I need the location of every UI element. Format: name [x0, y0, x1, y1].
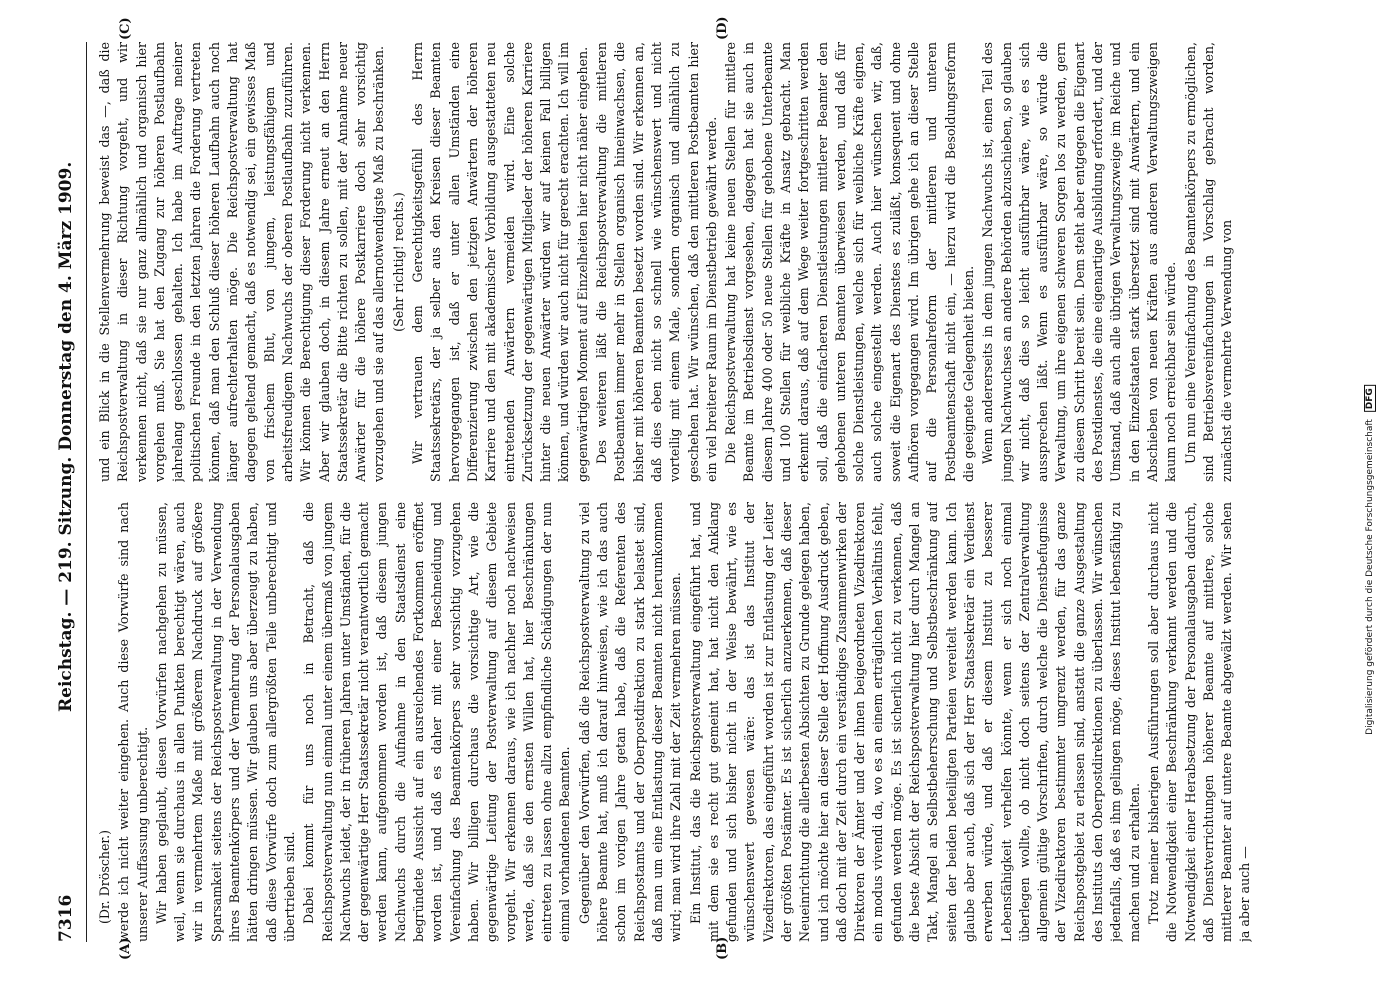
speaker-name: (Dr. Dröscher.) — [97, 830, 112, 924]
paragraph: Wir vertrauen dem Gerechtigkeitsgefühl des Herrn Staatssekretärs, der ja selber aus den Kreisen dieser Beamten hervorgegangen ist, daß er unter allen Umständen eine Differenzierung zwischen den jetzigen Anwärtern der höheren Karriere und den mit akademischer Vorbildung ausgestatteten neu eintretenden Anwärtern vermeiden wird. Eine solche Zurücksetzung der gegenwärtigen Mitglieder der höheren Karriere hinter die neuen Anwärter würden wir auf keinen Fall billigen können, und würden wir auch nicht für gerecht erachten. Ich will im gegenwärtigen Moment auf Einzelheiten hier nicht näher eingehen. — [410, 42, 590, 482]
paragraph: Trotz meiner bisherigen Ausführungen soll aber durchaus nicht die Notwendigkeit einer Beschränkung verkannt werden und die Notwendigkeit einer Herabsetzung der Personalausgaben dadurch, daß Dienstverrichtungen höherer Beamte auf mittlere, solche mittlerer Beamter auf untere Beamte abgewälzt werden. Wir sehen ja aber auch — — [1145, 502, 1253, 942]
paragraph: Gegenüber den Vorwürfen, daß die Reichspostverwaltung zu viel höhere Beamte hat, muß ich darauf hinweisen, wie ich das auch schon im vorigen Jahre getan habe, daß die Referenten des Reichspostamts und der Oberpostdirektion zu stark belastet sind, daß man um eine Entlastung dieser Beamten nicht herumkommen wird; man wird ihre Zahl mit der Zeit vermehren müssen. — [576, 502, 684, 942]
paragraph: werde ich nicht weiter eingehen. Auch diese Vorwürfe sind nach unserer Auffassung unberechtigt. — [116, 502, 150, 942]
paragraph: Dabei kommt für uns noch in Betracht, daß die Reichspostverwaltung nun einmal unter einem übermaß von jungem Nachwuchs leidet, der in früheren Jahren unter Umständen, für die der gegenwärtige Herr Staatssekretär nicht verantwortlich gemacht werden kann, aufgenommen worden ist, daß diesem jungen Nachwuchs durch die Aufnahme in den Staatsdienst eine begründete Aussicht auf ein ausreichendes Fortkommen eröffnet worden ist, und daß es daher mit einer Beschneidung und Vereinfachung des Beamtenkörpers sehr vorsichtig vorzugehen haben. Wir billigen durchaus die vorsichtige Art, wie die gegenwärtige Leitung der Postverwaltung auf diesem Gebiete vorgeht. Wir erkennen daraus, wie ich nachher noch nachweisen werde, daß sie den ernsten Willen hat, hier Beschränkungen eintreten zu lassen ohne allzu empfindliche Schädigungen der nun einmal vorhandenen Beamten. — [301, 502, 573, 942]
margin-mark-a: (A) — [118, 937, 133, 960]
interjection: (Sehr richtig! rechts.) — [390, 192, 406, 332]
paragraph: Wenn andererseits in dem jungen Nachwuchs ist, einen Teil des jungen Nachwuchses an andere Behörden abzuschieben, so glauben wir nicht, daß dies so leicht ausführbar wäre, wie es sich aussprechen läßt. Wenn es ausführbar wäre, so würde die Verwaltung, um ihre eigenen schweren Sorgen los zu werden, gern zu diesem Schritt bereit sein. Dem steht aber entgegen die Eigenart des Postdienstes, die eine eigenartige Ausbildung erfordert, und der Umstand, daß auch alle übrigen Verwaltungszweige im Reiche und in den Einzelstaaten stark übersetzt sind mit Anwärtern, und ein Abschieben von neuen Kräften aus anderen Verwaltungszweigen kaum noch erreichbar sein würde. — [980, 42, 1179, 482]
paragraph: Um nun eine Vereinfachung des Beamtenkörpers zu ermöglichen, sind Betriebsvereinfachungen in Vorschlag gebracht worden, zunächst die vermehrte Verwendung von — [1182, 42, 1235, 482]
page-number: 7316 — [56, 894, 76, 942]
paragraph: Die Reichspostverwaltung hat keine neuen Stellen für mittlere Beamte im Betriebsdienst vorgesehen, dagegen hat sie auch in diesem Jahre 400 oder 50 neue Stellen für gehobene Unterbeamte und 100 Stellen für weibliche Kräfte in Ansatz gebracht. Man erkennt daraus, daß auf dem Wege weiter fortgeschritten werden soll, daß die einfacheren Dienstleistungen mittlerer Beamter den gehobenen unteren Beamten überwiesen werden, und daß für solche Dienstleistungen, welche sich für weibliche Kräfte eignen, auch solche eingestellt werden. Auch hier wünschen wir, daß, soweit die Eigenart des Dienstes es zuläßt, konsequent und ohne Aufhören vorgegangen wird. Im übrigen gehe ich an dieser Stelle auf die Personalreform der mittleren und unteren Postbeamtenschaft nicht ein, — hierzu wird die Besoldungsreform die geeignete Gelegenheit bieten. — [723, 42, 976, 482]
paragraph: Ein Institut, das die Reichspostverwaltung eingeführt hat, und mit dem sie es recht gut gemeint hat, hat nicht den Anklang gefunden und sich bisher nicht in der Weise bewährt, wie es wünschenswert gewesen wäre: das ist das Institut der Vizedirektoren, das eingeführt worden ist zur Entlastung der Leiter der größten Postämter. Es ist sicherlich anzuerkennen, daß dieser Neueinrichtung die allerbesten Absichten zu Grunde gelegen haben, und ich möchte hier an dieser Stelle der Hoffnung Ausdruck geben, daß doch mit der Zeit durch ein verständiges Zusammenwirken der Direktoren der Ämter und der ihnen beigeordneten Vizedirektoren ein modus vivendi da, wo es an einem erträglichen Verhältnis fehlt, gefunden werden möge. Es ist sicherlich nicht zu verkennen, daß die beste Absicht der Reichspostverwaltung hier durch Mangel an Takt, Mangel an Selbstbeherrschung und Selbstbeschränkung auf seiten der beiden beteiligten Parteien vereitelt werden kann. Ich glaube aber auch, daß sich der Herr Staatssekretär ein Verdienst erwerben würde, und daß er diesem Institut zu besserer Lebensfähigkeit verhelfen könnte, wenn er sich noch einmal überlegen wollte, ob nicht doch seitens der Zentralverwaltung allgemein gültige Vorschriften, durch welche die Dienstbefugnisse der Vizedirektoren bestimmter umgrenzt werden, für das ganze Reichspostgebiet zu erlassen sind, anstatt die ganze Ausgestaltung des Instituts den Oberpostdirektionen zu überlassen. Wir wünschen jedenfalls, daß es ihm gelingen möge, dieses Institut lebensfähig zu machen und zu erhalten. — [687, 502, 1142, 942]
margin-mark-d: (D) — [715, 16, 730, 40]
paragraph: Des weiteren läßt die Reichspostverwaltung die mittleren Postbeamten immer mehr in Stellen organisch hineinwachsen, die bisher mit höheren Beamten besetzt worden sind. Wir erkennen an, daß dies eben nicht so schnell wie wünschenswert und nicht vorteilig mit einem Male, sondern organisch und allmählich zu geschehen hat. Wir wünschen, daß den mittleren Postbeamten hier ein viel breiterer Raum im Dienstbetrieb gewährt werde. — [594, 42, 719, 482]
left-column — [96, 502, 1276, 942]
margin-mark-c: (C) — [118, 17, 133, 40]
margin-mark-b: (B) — [715, 936, 730, 960]
digitization-note — [1365, 385, 1375, 735]
header-rule — [86, 42, 87, 942]
page-header — [56, 42, 82, 942]
digitization-text: Digitalisierung gefördert durch die Deutsche Forschungsgemeinschaft — [1365, 419, 1375, 735]
paragraph: und ein Blick in die Stellenvermehrung beweist das —, daß die Reichspostverwaltung in dieser Richtung vorgeht, und wir verkennen nicht, daß sie nur ganz allmählich und organisch hier vorgehen muß. Sie hat den Zugang zur höheren Postlaufbahn jahrelang geschlossen gehalten. Ich habe im Auftrage meiner politischen Freunde in den letzten Jahren die Forderung vertreten können, daß man den Schluß dieser höheren Laufbahn auch noch länger aufrechterhalten möge. Die Reichspostverwaltung hat dagegen geltend gemacht, daß es notwendig sei, ein gewisses Maß von frischem Blut, von jungem, leistungsfähigem und arbeitsfreudigem Nachwuchs der oberen Postlaufbahn zuzuführen. Wir können die Berechtigung dieser Forderung nicht verkennen. Aber wir glauben doch, in diesem Jahre erneut an den Herrn Staatssekretär die Bitte richten zu sollen, mit der Annahme neuer Anwärter für die höhere Postkarriere doch sehr vorsichtig vorzugehen und sie auf das allernotwendigste Maß zu beschränken. — [97, 42, 387, 482]
dfg-logo: DFG — [1364, 385, 1376, 412]
paragraph: Wir haben geglaubt, diesen Vorwürfen nachgehen zu müssen, weil, wenn sie durchaus in allen Punkten berechtigt wären, auch wir in vermehrtem Maße mit größerem Nachdruck auf größere Sparsamkeit seitens der Reichspostverwaltung in der Verwendung ihres Beamtenkörpers und der Vermehrung der Personalausgaben hätten dringen müssen. Wir glauben uns aber überzeugt zu haben, daß diese Vorwürfe doch zum allergrößten Teile unberechtigt und übertrieben sind. — [153, 502, 297, 942]
right-column — [96, 42, 1276, 482]
page-title: Reichstag. — 219. Sitzung. Donnerstag den 4. März 1909. — [56, 161, 76, 712]
